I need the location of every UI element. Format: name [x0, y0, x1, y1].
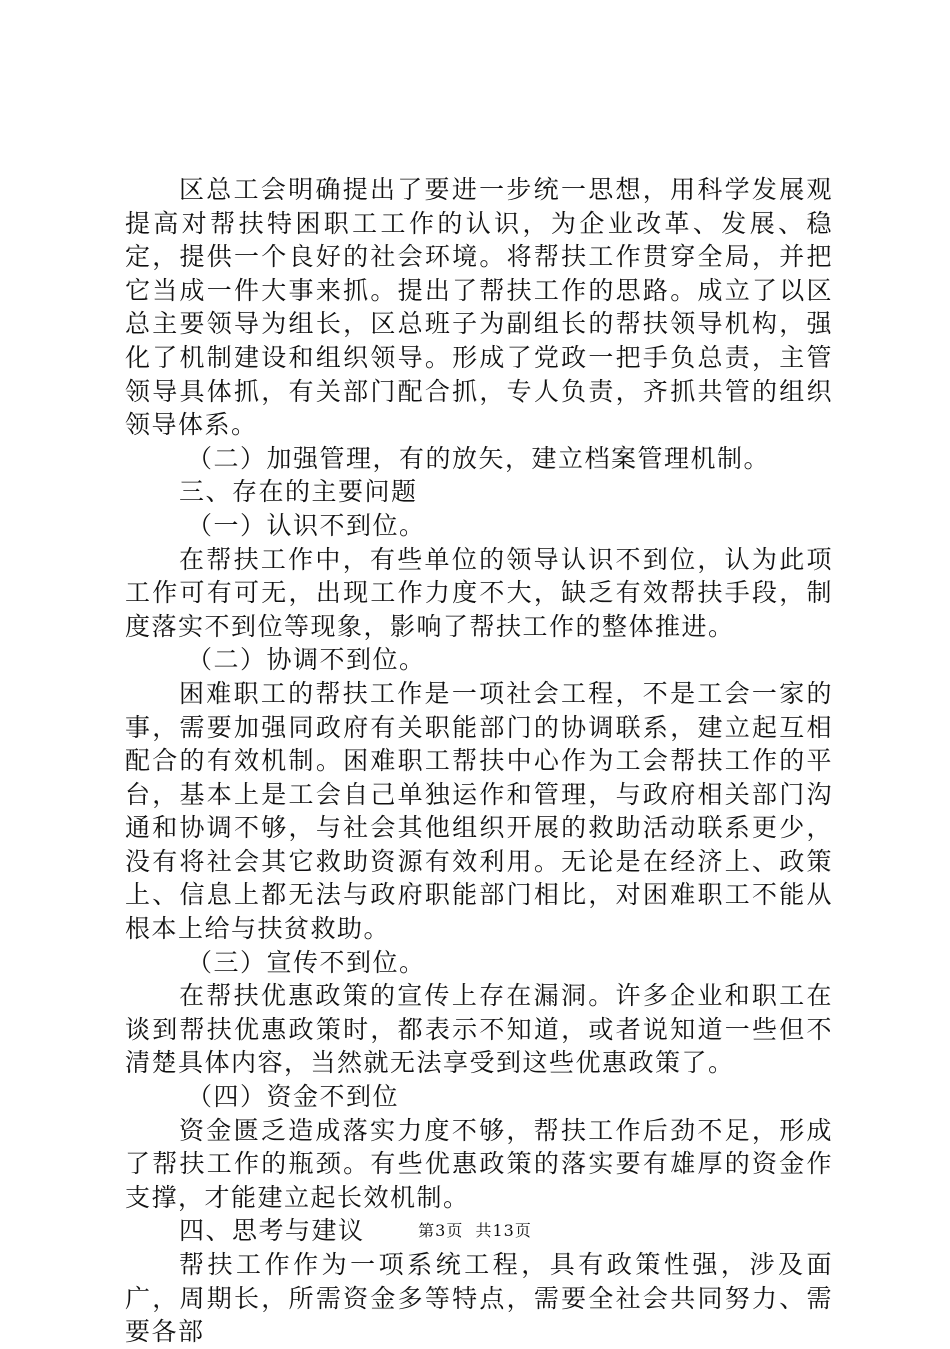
- page-total: 共13页: [475, 1221, 532, 1240]
- paragraph: 在帮扶工作中，有些单位的领导认识不到位，认为此项工作可有可无，出现工作力度不大，缺乏有效帮扶手段，制度落实不到位等现象，影响了帮扶工作的整体推进。: [125, 544, 833, 641]
- paragraph: 在帮扶优惠政策的宣传上存在漏洞。许多企业和职工在谈到帮扶优惠政策时，都表示不知道，或者说知道一些但不清楚具体内容，当然就无法享受到这些优惠政策了。: [125, 981, 833, 1078]
- subheading: （二）协调不到位。: [187, 645, 426, 675]
- paragraph: 区总工会明确提出了要进一步统一思想，用科学发展观提高对帮扶特困职工工作的认识，为企业改革、发展、稳定，提供一个良好的社会环境。将帮扶工作贯穿全局，并把它当成一件大事来抓。提出了帮扶工作的思路。成立了以区总主要领导为组长，区总班子为副组长的帮扶领导机构，强化了机制建设和组织领导。形成了党政一把手负总责，主管领导具体抓，有关部门配合抓，专人负责，齐抓共管的组织领导体系。: [125, 175, 833, 440]
- paragraph: 资金匮乏造成落实力度不够，帮扶工作后劲不足，形成了帮扶工作的瓶颈。有些优惠政策的落实要有雄厚的资金作支撑，才能建立起长效机制。: [125, 1115, 833, 1212]
- page-footer: [0, 1218, 950, 1241]
- subheading: （四）资金不到位: [187, 1082, 400, 1112]
- document-body: [125, 173, 833, 1349]
- page-number: 第3页: [418, 1221, 464, 1240]
- paragraph: 帮扶工作作为一项系统工程，具有政策性强，涉及面广，周期长，所需资金多等特点，需要全社会共同努力、需要各部: [125, 1250, 833, 1347]
- subheading: （一）认识不到位。: [187, 510, 426, 540]
- section-heading: 四、思考与建议: [179, 1216, 365, 1246]
- paragraph: 困难职工的帮扶工作是一项社会工程，不是工会一家的事，需要加强同政府有关职能部门的协调联系，建立起互相配合的有效机制。困难职工帮扶中心作为工会帮扶工作的平台，基本上是工会自己单独运作和管理，与政府相关部门沟通和协调不够，与社会其他组织开展的救助活动联系更少，没有将社会其它救助资源有效利用。无论是在经济上、政策上、信息上都无法与政府职能部门相比，对困难职工不能从根本上给与扶贫救助。: [125, 678, 833, 944]
- subheading: （三）宣传不到位。: [187, 947, 426, 977]
- subheading: （二）加强管理，有的放矢，建立档案管理机制。: [187, 443, 771, 473]
- section-heading: 三、存在的主要问题: [179, 477, 418, 507]
